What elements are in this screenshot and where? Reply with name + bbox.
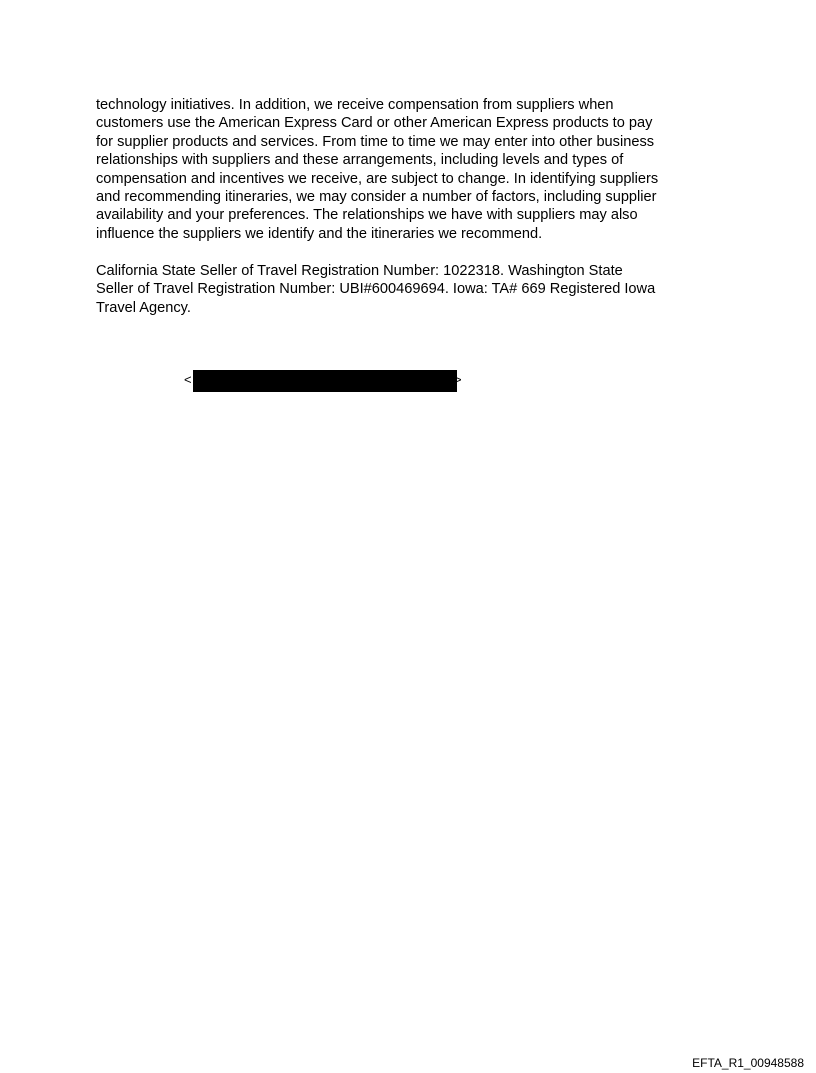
paragraph-line: availability and your preferences. The relationships we have with suppliers may also [96, 207, 638, 224]
seller-of-travel-registration-paragraph [96, 262, 726, 317]
left-angle-bracket: < [184, 372, 192, 387]
paragraph-line: for supplier products and services. From time to time we may enter into other business [96, 133, 655, 150]
paragraph-line: relationships with suppliers and these arrangements, including levels and types of [96, 152, 624, 169]
paragraph-line: technology initiatives. In addition, we receive compensation from suppliers when [96, 97, 614, 113]
paragraph-line: Seller of Travel Registration Number: UBI#600469694. Iowa: TA# 669 Registered Iowa [96, 281, 656, 298]
supplier-compensation-paragraph [96, 96, 726, 243]
paragraph-line: and recommending itineraries, we may consider a number of factors, including supplier [96, 189, 657, 206]
paragraph-line: customers use the American Express Card or other American Express products to pay [96, 115, 653, 132]
paragraph-line: compensation and incentives we receive, are subject to change. In identifying suppliers [96, 170, 659, 187]
redaction-bar [193, 370, 457, 392]
paragraph-line: California State Seller of Travel Registration Number: 1022318. Washington State [96, 263, 623, 279]
paragraph-line: influence the suppliers we identify and the itineraries we recommend. [96, 225, 543, 242]
redacted-email-link [184, 369, 468, 393]
paragraph-line: Travel Agency. [96, 299, 191, 316]
document-id-footer: EFTA_R1_00948588 [692, 1056, 804, 1070]
right-angle-bracket: > [454, 372, 462, 387]
